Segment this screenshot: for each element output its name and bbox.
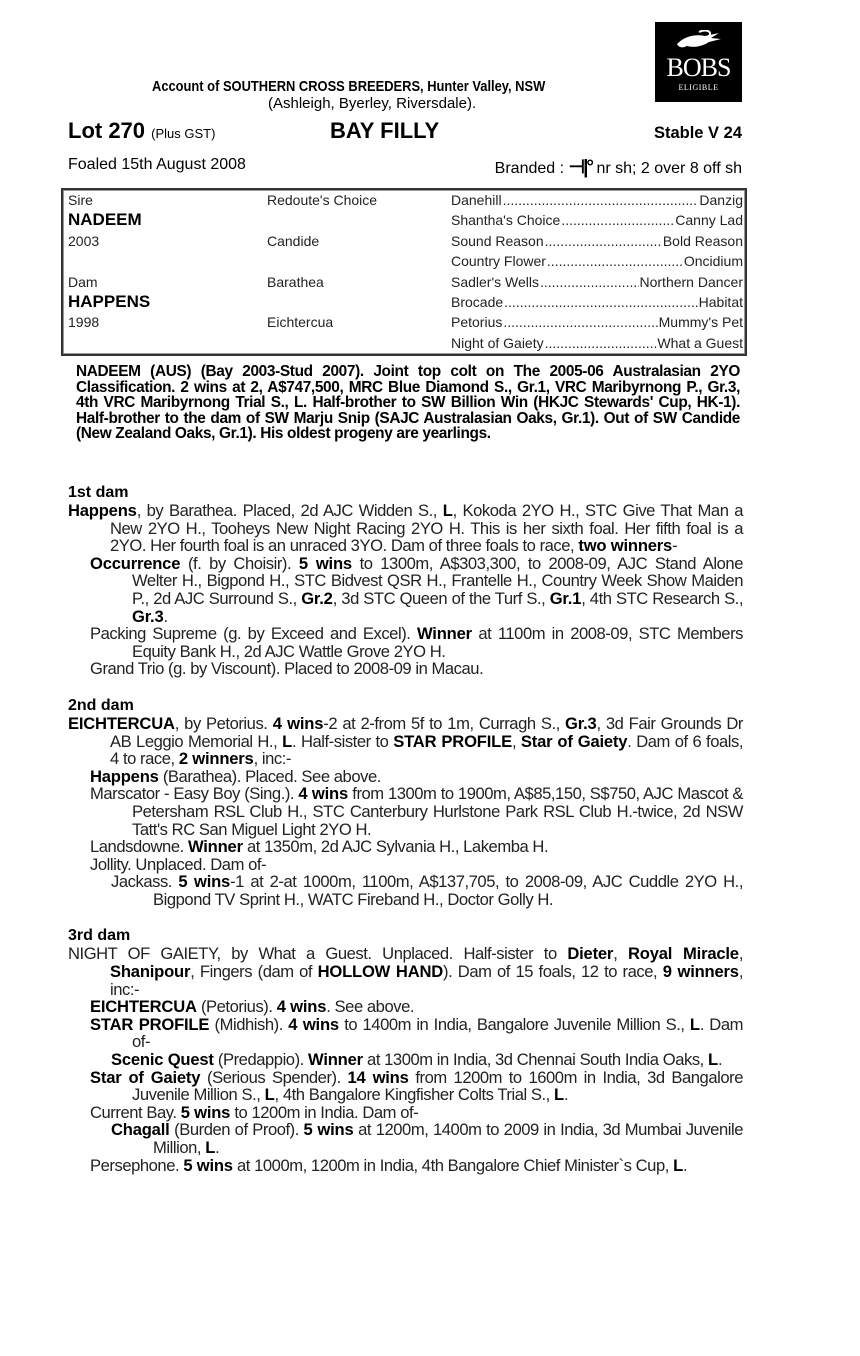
bold-text: Dieter	[567, 944, 614, 964]
text: ). Dam of 15 foals, 12 to race,	[443, 962, 663, 982]
text: , Fingers (dam of	[190, 962, 318, 982]
great-grandparent-row	[451, 314, 743, 330]
grandparent-name: Redoute's Choice	[267, 192, 378, 208]
text: ,	[613, 944, 628, 964]
bold-text: Happens	[68, 501, 137, 520]
lot-note: (Plus GST)	[151, 126, 216, 141]
grandparent-name: Eichtercua	[267, 314, 334, 331]
great-grandsire-name: Oncidium	[683, 253, 743, 270]
text: ,	[738, 944, 743, 964]
text: . Half-sister to	[292, 731, 394, 751]
great-grandsire-name: Habitat	[698, 294, 743, 310]
bold-text: L	[282, 731, 292, 751]
bold-text: HOLLOW HAND	[317, 962, 444, 982]
bold-text: 4 wins	[288, 1014, 339, 1034]
text: -1 at 2-at 1000m, 1100m, A$137,705, to 2008-09, AJC Cuddle 2YO H., Bigpond TV Sprint H., WATC Fireband H., Doctor Golly H.	[153, 872, 743, 909]
bold-text: Gr.3	[565, 713, 597, 733]
section-heading: 1st dam	[68, 484, 129, 501]
great-grandparent-name: Danehill	[451, 192, 502, 208]
bold-text: L	[264, 1085, 275, 1105]
grandparent-name: Barathea	[267, 273, 324, 290]
text: Marscator - Easy Boy (Sing.).	[90, 784, 299, 804]
text: (Petorius).	[196, 997, 277, 1017]
dot-leader	[540, 274, 639, 290]
brand-mark-icon: ⊣|°	[568, 157, 592, 178]
bold-text: L	[205, 1138, 216, 1157]
great-grandparent-row	[451, 212, 743, 228]
lot-number	[68, 118, 215, 144]
bold-text: Scenic Quest	[111, 1050, 214, 1070]
bold-text: 9 winners	[662, 962, 739, 982]
text: at 1300m in India, 3d Chennai South India Oaks,	[362, 1050, 708, 1070]
bold-text: two winners	[578, 536, 673, 556]
bold-text: EICHTERCUA	[68, 713, 175, 733]
bold-text: 5 wins	[303, 1120, 354, 1140]
dam-section	[68, 927, 743, 1174]
bold-text: Winner	[187, 837, 243, 857]
logo-subtext: ELIGIBLE	[678, 83, 719, 92]
bold-text: L	[673, 1155, 683, 1175]
text: (Midhish).	[209, 1014, 289, 1034]
text: .	[215, 1138, 220, 1157]
bold-text: EICHTERCUA	[90, 997, 197, 1017]
pedigree-label: Sire	[68, 192, 93, 208]
dot-leader	[503, 192, 699, 208]
dam-section	[68, 484, 743, 678]
dot-leader	[545, 233, 662, 249]
foaled-date: Foaled 15th August 2008	[68, 156, 246, 173]
bold-text: 4 wins	[276, 997, 327, 1017]
text: Persephone.	[90, 1155, 184, 1175]
produce-record	[68, 660, 743, 678]
dot-leader	[547, 253, 683, 269]
text: (f. by Choisir).	[180, 553, 299, 573]
text: , inc:-	[253, 749, 292, 769]
text: . Dam of 6 foals, 4 to race,	[110, 731, 744, 769]
text: Grand Trio (g. by Viscount). Placed to 2008-09 in Macau.	[90, 659, 484, 679]
dot-leader	[561, 212, 674, 228]
bold-text: Gr.1	[549, 588, 582, 608]
text: NIGHT OF GAIETY, by What a Guest. Unplaced. Half-sister to	[68, 944, 568, 964]
text: at 1100m in 2008-09, STC Members Equity Bank H., 2d AJC Wattle Grove 2YO H.	[132, 624, 744, 661]
dam-section	[68, 697, 743, 909]
text: Jackass.	[111, 872, 179, 892]
sire-summary: NADEEM (AUS) (Bay 2003-Stud 2007). Joint top colt on The 2005-06 Australasian 2YO Classification. 2 wins at 2, A$747,500, MRC Blue Diamond S., Gr.1, VRC Maribyrnong P., Gr.3, 4th VRC Maribyrnong Trial S., L. Half-brother to SW Billion Win (HKJC Stewards' Cup, HK-1). Half-brother to the dam of SW Marju Snip (SAJC Australasian Oaks, Gr.1). Out of SW Candide (New Zealand Oaks, Gr.1). His oldest progeny are yearlings.	[76, 363, 740, 442]
great-grandparent-row	[451, 274, 743, 290]
produce-record	[68, 873, 743, 908]
great-grandsire-name: Northern Dancer	[639, 273, 743, 290]
grandparent-name: Candide	[267, 232, 320, 249]
bold-text: Star of Gaiety	[520, 731, 628, 751]
great-grandparent-row	[451, 233, 743, 249]
great-grandparent-name: Sadler's Wells	[451, 273, 539, 290]
great-grandparent-name: Night of Gaiety	[451, 334, 544, 351]
produce-record	[68, 1157, 743, 1175]
bold-text: Chagall	[111, 1120, 170, 1140]
text: . See above.	[326, 997, 415, 1017]
branded-label: Branded :	[494, 160, 565, 177]
text: to 1400m in India, Bangalore Juvenile Million S.,	[338, 1014, 690, 1034]
branded-text: nr sh; 2 over 8 off sh	[596, 160, 742, 177]
bold-text: 4 wins	[298, 784, 349, 804]
produce-record	[68, 715, 743, 768]
bold-text: Winner	[308, 1050, 363, 1070]
produce-record	[68, 785, 743, 838]
text: ,	[511, 731, 521, 751]
great-grandparent-name: Sound Reason	[451, 232, 544, 249]
bold-text: 2 winners	[178, 749, 254, 769]
text: , by Barathea. Placed, 2d AJC Widden S.,	[136, 501, 443, 520]
text: .	[163, 606, 168, 626]
sire-name: NADEEM	[68, 210, 142, 230]
bobs-eligible-logo	[655, 22, 742, 102]
pedigree-table	[61, 188, 747, 356]
stable-location: Stable V 24	[653, 124, 742, 142]
text: .	[717, 1050, 723, 1070]
text: , by Petorius.	[174, 713, 273, 733]
text: at 1000m, 1200m in India, 4th Bangalore Chief Minister`s Cup,	[232, 1155, 674, 1175]
great-grandparent-name: Shantha's Choice	[451, 212, 561, 229]
text: , 3d STC Queen of the Turf S.,	[332, 588, 550, 608]
vendor-account: Account of SOUTHERN CROSS BREEDERS, Hunter Valley, NSW	[152, 78, 546, 95]
text: -2 at 2-from 5f to 1m, Curragh S.,	[323, 713, 566, 733]
produce-record	[68, 625, 743, 660]
bold-text: L	[689, 1014, 700, 1034]
great-grandsire-name: Bold Reason	[662, 232, 743, 249]
bold-text: Royal Miracle	[627, 944, 739, 964]
family-details	[68, 484, 743, 1193]
text: Jollity. Unplaced. Dam of-	[90, 854, 267, 874]
produce-record	[68, 838, 743, 856]
text: .	[563, 1085, 569, 1105]
pedigree-label: Dam	[68, 273, 98, 290]
great-grandparent-name: Brocade	[451, 294, 504, 310]
bold-text: Winner	[416, 624, 472, 644]
bold-text: Gr.2	[301, 588, 333, 608]
great-grandparent-row	[451, 192, 743, 208]
bold-text: Star of Gaiety	[90, 1067, 201, 1087]
bold-text: Happens	[90, 766, 159, 786]
text: -	[672, 536, 678, 556]
great-grandparent-name: Country Flower	[451, 253, 546, 270]
section-heading: 3rd dam	[68, 927, 131, 945]
dot-leader	[503, 314, 657, 330]
produce-record	[68, 1051, 743, 1069]
bold-text: 5 wins	[183, 1155, 233, 1175]
dot-leader	[545, 335, 657, 351]
great-grandsire-name: Danzig	[699, 192, 743, 208]
section-heading: 2nd dam	[68, 696, 134, 714]
brand-info	[495, 156, 742, 179]
text: Landsdowne.	[90, 837, 188, 857]
great-grandsire-name: Canny Lad	[675, 212, 743, 229]
great-grandparent-row	[451, 294, 743, 310]
produce-record	[68, 1121, 743, 1156]
text: .	[683, 1155, 688, 1175]
text: (Barathea). Placed. See above.	[158, 766, 381, 786]
text: , Kokoda 2YO H., STC Give That Man a New 2YO H., Tooheys New Night Racing 2YO H. This is her sixth foal. Her fifth foal is a 2YO. Her fourth foal is an unraced 3YO. Dam of three foals to race,	[110, 501, 743, 556]
pedigree-label: 2003	[68, 232, 100, 249]
bold-text: STAR PROFILE	[393, 731, 512, 751]
produce-record	[68, 1104, 743, 1122]
bold-text: L	[708, 1050, 718, 1070]
bold-text: L	[554, 1085, 564, 1105]
lot-label: Lot 270	[68, 118, 146, 143]
text: (Serious Spender).	[200, 1067, 348, 1087]
produce-record	[68, 502, 743, 555]
great-grandparent-name: Petorius	[451, 314, 503, 331]
produce-record	[68, 1016, 743, 1051]
vendor-estates: (Ashleigh, Byerley, Riversdale).	[268, 95, 477, 112]
text: from 1200m to 1600m in India, 3d Bangalore Juvenile Million S.,	[132, 1067, 743, 1105]
horse-description: BAY FILLY	[330, 118, 440, 143]
bold-text: L	[442, 501, 453, 520]
bold-text: 14 wins	[347, 1067, 409, 1087]
great-grandparent-row	[451, 253, 743, 269]
text: from 1300m to 1900m, A$85,150, S$750, AJC Mascot & Petersham RSL Club H., STC Canterbury Hurlstone Park RSL Club H.-twice, 2d NSW Tatt's RC San Miguel Light 2YO H.	[132, 784, 743, 839]
produce-record	[68, 998, 743, 1016]
text: at 1200m, 1400m to 2009 in India, 3d Mumbai Juvenile Million,	[153, 1120, 743, 1157]
text: (Predappio).	[213, 1050, 308, 1070]
text: to 1200m in India. Dam of-	[230, 1102, 419, 1122]
bold-text: STAR PROFILE	[90, 1014, 210, 1034]
bold-text: Shanipour	[110, 962, 191, 982]
dot-leader	[504, 294, 697, 310]
text: , 4th Bangalore Kingfisher Colts Trial S.,	[274, 1085, 554, 1105]
bold-text: 4 wins	[272, 713, 324, 733]
text: , 4th STC Research S.,	[581, 588, 744, 608]
text: . Dam of-	[132, 1014, 743, 1052]
produce-record	[68, 856, 743, 874]
produce-record	[68, 555, 743, 625]
great-grandsire-name: Mummy's Pet	[658, 314, 743, 331]
horse-head-icon	[675, 30, 723, 52]
produce-record	[68, 768, 743, 786]
text: Packing Supreme (g. by Exceed and Excel).	[90, 624, 417, 644]
bold-text: Gr.3	[132, 606, 164, 626]
logo-text: BOBS	[666, 53, 731, 82]
pedigree-label: 1998	[68, 314, 100, 331]
text: , 3d Fair Grounds Dr AB Leggio Memorial H.,	[110, 713, 743, 751]
text: Current Bay.	[90, 1102, 181, 1122]
bold-text: Occurrence	[90, 553, 181, 573]
great-grandsire-name: What a Guest	[657, 334, 743, 351]
text: to 1300m, A$303,300, to 2008-09, AJC Stand Alone Welter H., Bigpond H., STC Bidvest QSR H., Frantelle H., Country Week Show Maiden P., 2d AJC Surround S.,	[132, 553, 743, 608]
bold-text: 5 wins	[298, 553, 352, 573]
bold-text: 5 wins	[178, 872, 231, 892]
bold-text: 5 wins	[180, 1102, 231, 1122]
text: (Burden of Proof).	[169, 1120, 304, 1140]
great-grandparent-row	[451, 335, 743, 351]
produce-record	[68, 945, 743, 998]
text: at 1350m, 2d AJC Sylvania H., Lakemba H.	[242, 837, 549, 857]
produce-record	[68, 1069, 743, 1104]
text: , inc:-	[110, 962, 743, 999]
dam-name: HAPPENS	[68, 292, 151, 311]
